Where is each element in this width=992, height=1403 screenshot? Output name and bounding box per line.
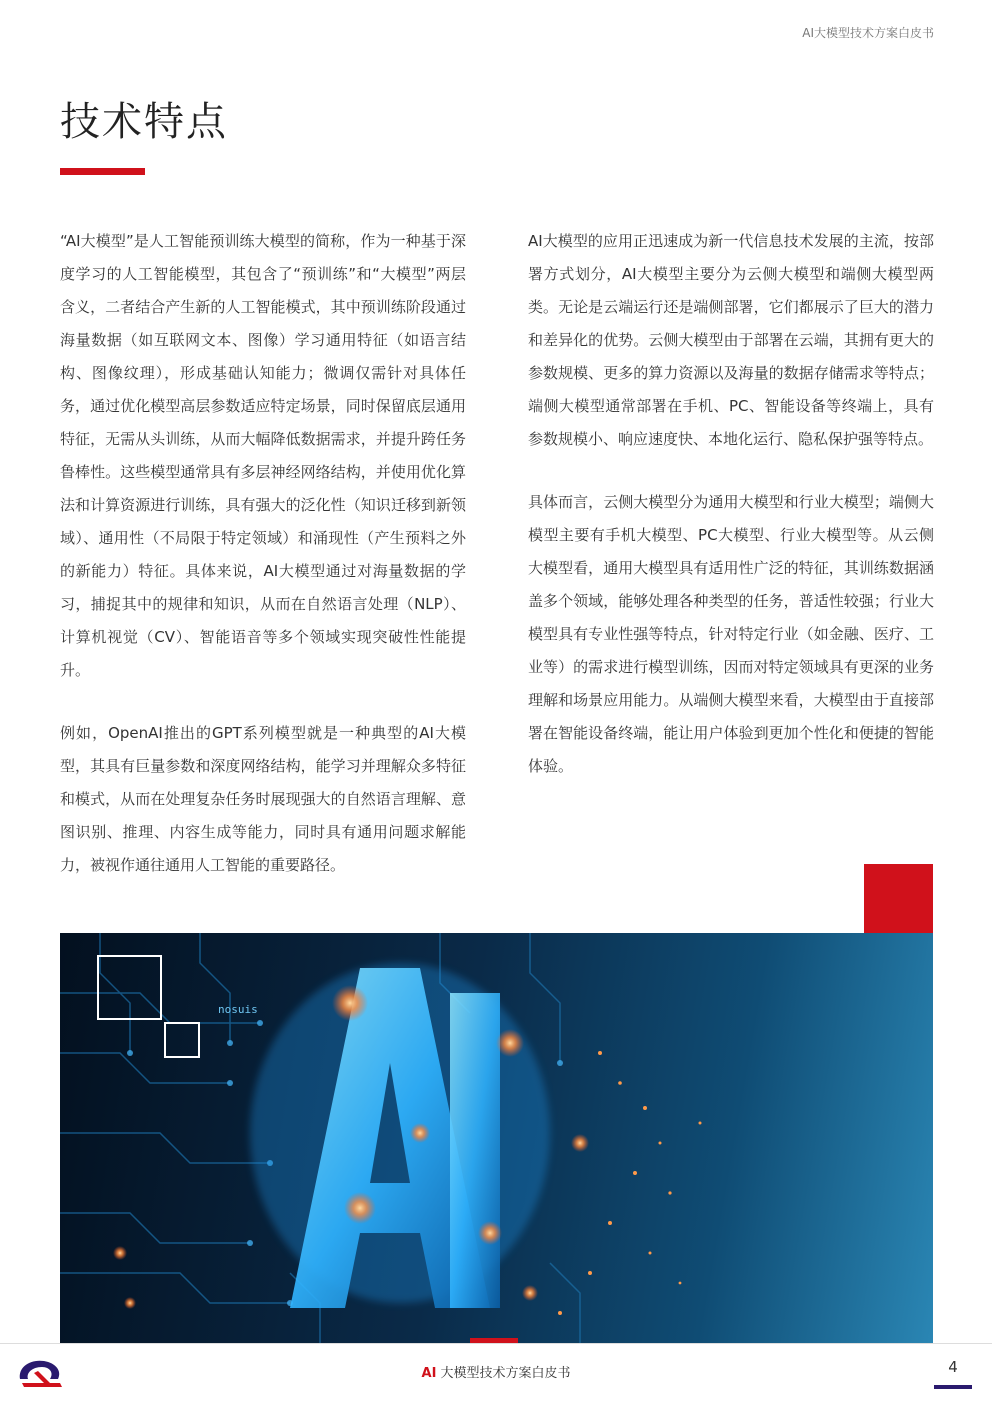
- page-number: 4: [948, 1358, 958, 1376]
- right-paragraph-2: 具体而言，云侧大模型分为通用大模型和行业大模型；端侧大模型主要有手机大模型、PC大模型、行业大模型等。从云侧大模型看，通用大模型具有适用性广泛的特征，其训练数据涵盖多个领域，能够处理各种类型的任务，普适性较强；行业大模型具有专业性强等特点，针对特定行业（如金融、医疗、工业等）的需求进行模型训练，因而对特定领域具有更深的业务理解和场景应用能力。从端侧大模型来看，大模型由于直接部署在智能设备终端，能让用户体验到更加个性化和便捷的智能体验。: [528, 493, 934, 775]
- ai-circuit-illustration: [60, 933, 933, 1343]
- footer-ai-label: AI: [421, 1366, 437, 1381]
- left-paragraph-2: 例如，OpenAI推出的GPT系列模型就是一种典型的AI大模型，其具有巨量参数和深度网络结构，能学习并理解众多特征和模式，从而在处理复杂任务时展现强大的自然语言理解、意图识别、推理、内容生成等能力，同时具有通用问题求解能力，被视作通往通用人工智能的重要路径。: [60, 724, 466, 874]
- right-paragraph-1: AI大模型的应用正迅速成为新一代信息技术发展的主流，按部署方式划分，AI大模型主要分为云侧大模型和端侧大模型两类。无论是云端运行还是端侧部署，它们都展示了巨大的潜力和差异化的优势。云侧大模型由于部署在云端，其拥有更大的参数规模、更多的算力资源以及海量的数据存储需求等特点；端侧大模型通常部署在手机、PC、智能设备等终端上，具有参数规模小、响应速度快、本地化运行、隐私保护强等特点。: [528, 232, 934, 448]
- footer-title: [0, 1362, 992, 1381]
- page-number-bar: [934, 1385, 972, 1389]
- footer-divider: [0, 1343, 992, 1344]
- title-accent-bar: [60, 168, 145, 175]
- running-header: AI大模型技术方案白皮书: [802, 26, 934, 40]
- right-column: [528, 225, 934, 813]
- hero-small-text: nosuis: [218, 1003, 258, 1016]
- hero-ai-image: [60, 933, 933, 1343]
- page-title: 技术特点: [60, 99, 228, 145]
- footer-title-text: 大模型技术方案白皮书: [440, 1366, 571, 1381]
- decorative-red-square: [864, 864, 933, 934]
- left-column: [60, 225, 466, 912]
- left-paragraph-1: “AI大模型”是人工智能预训练大模型的简称，作为一种基于深度学习的人工智能模型，其包含了“预训练”和“大模型”两层含义，二者结合产生新的人工智能模式，其中预训练阶段通过海量数据（如互联网文本、图像）学习通用特征（如语言结构、图像纹理），形成基础认知能力；微调仅需针对具体任务，通过优化模型高层参数适应特定场景，同时保留底层通用特征，无需从头训练，从而大幅降低数据需求，并提升跨任务鲁棒性。这些模型通常具有多层神经网络结构，并使用优化算法和计算资源进行训练，具有强大的泛化性（知识迁移到新领域）、通用性（不局限于特定领域）和涌现性（产生预料之外的新能力）特征。具体来说，AI大模型通过对海量数据的学习，捕捉其中的规律和知识，从而在自然语言处理（NLP）、计算机视觉（CV）、智能语音等多个领域实现突破性性能提升。: [60, 232, 466, 679]
